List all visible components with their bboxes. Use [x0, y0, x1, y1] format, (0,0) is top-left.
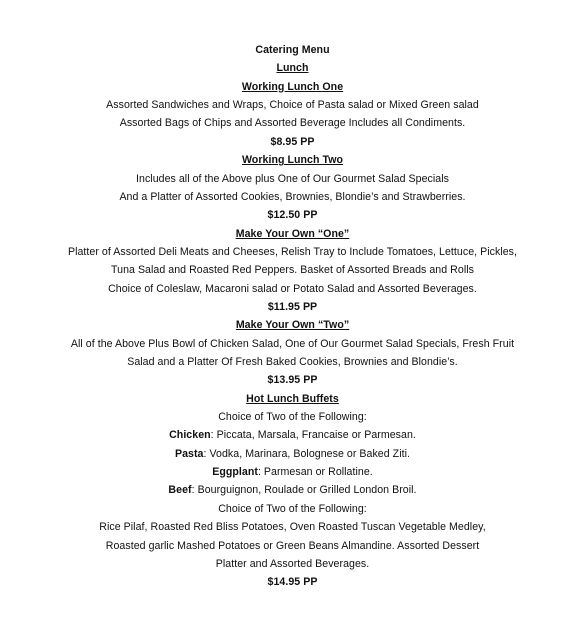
section-heading: Working Lunch One: [241, 80, 344, 93]
section-heading: Working Lunch Two: [241, 154, 344, 167]
menu-text-line: All of the Above Plus Bowl of Chicken Salad, One of Our Gourmet Salad Specials, Fresh Fruit: [70, 337, 515, 350]
price-line: $12.50 PP: [267, 209, 318, 222]
menu-item-options: : Piccata, Marsala, Francaise or Parmesan.: [210, 429, 416, 442]
menu-item-label: Beef: [168, 484, 192, 497]
menu-text-line: And a Platter of Assorted Cookies, Brownies, Blondie’s and Strawberries.: [119, 190, 466, 203]
price-line: $13.95 PP: [267, 374, 318, 387]
menu-item-options: : Bourguignon, Roulade or Grilled London Broil.: [191, 484, 417, 497]
menu-item-line: [0, 428, 585, 442]
section-heading: Make Your Own “Two”: [235, 319, 350, 332]
menu-text-line: Choice of Two of the Following:: [218, 502, 367, 515]
menu-item-line: [0, 483, 585, 497]
menu-item-label: Eggplant: [212, 466, 258, 479]
price-line: $11.95 PP: [267, 300, 318, 313]
menu-text-line: Includes all of the Above plus One of Our Gourmet Salad Specials: [136, 172, 449, 185]
page-title: Catering Menu: [255, 44, 330, 56]
menu-text-line: Roasted garlic Mashed Potatoes or Green Beans Almandine. Assorted Dessert: [105, 539, 480, 552]
menu-text-line: Assorted Bags of Chips and Assorted Beverage Includes all Condiments.: [119, 117, 466, 130]
menu-text-line: Platter and Assorted Beverages.: [215, 557, 370, 570]
price-line: $14.95 PP: [267, 576, 318, 589]
menu-item-options: : Vodka, Marinara, Bolognese or Baked Ziti.: [203, 447, 410, 460]
menu-text-line: Tuna Salad and Roasted Red Peppers. Basket of Assorted Breads and Rolls: [111, 264, 474, 277]
menu-text-line: Choice of Coleslaw, Macaroni salad or Potato Salad and Assorted Beverages.: [108, 282, 477, 295]
section-heading: Make Your Own “One”: [235, 227, 350, 240]
menu-item-line: [0, 447, 585, 461]
menu-text-line: Rice Pilaf, Roasted Red Bliss Potatoes, Oven Roasted Tuscan Vegetable Medley,: [99, 521, 486, 534]
section-heading: Lunch: [276, 62, 309, 75]
menu-item-label: Chicken: [169, 429, 211, 442]
price-line: $8.95 PP: [270, 135, 315, 148]
menu-text-line: Assorted Sandwiches and Wraps, Choice of Pasta salad or Mixed Green salad: [106, 99, 479, 112]
menu-text-line: Choice of Two of the Following:: [218, 411, 367, 423]
menu-text-line: Platter of Assorted Deli Meats and Cheeses, Relish Tray to Include Tomatoes, Lettuce, Pickles,: [67, 245, 518, 258]
menu-item-label: Pasta: [174, 447, 204, 460]
menu-item-options: : Parmesan or Rollatine.: [257, 466, 373, 479]
menu-text-line: Salad and a Platter Of Fresh Baked Cookies, Brownies and Blondie’s.: [127, 356, 458, 368]
section-heading: Hot Lunch Buffets: [246, 392, 339, 405]
menu-item-line: [0, 465, 585, 479]
